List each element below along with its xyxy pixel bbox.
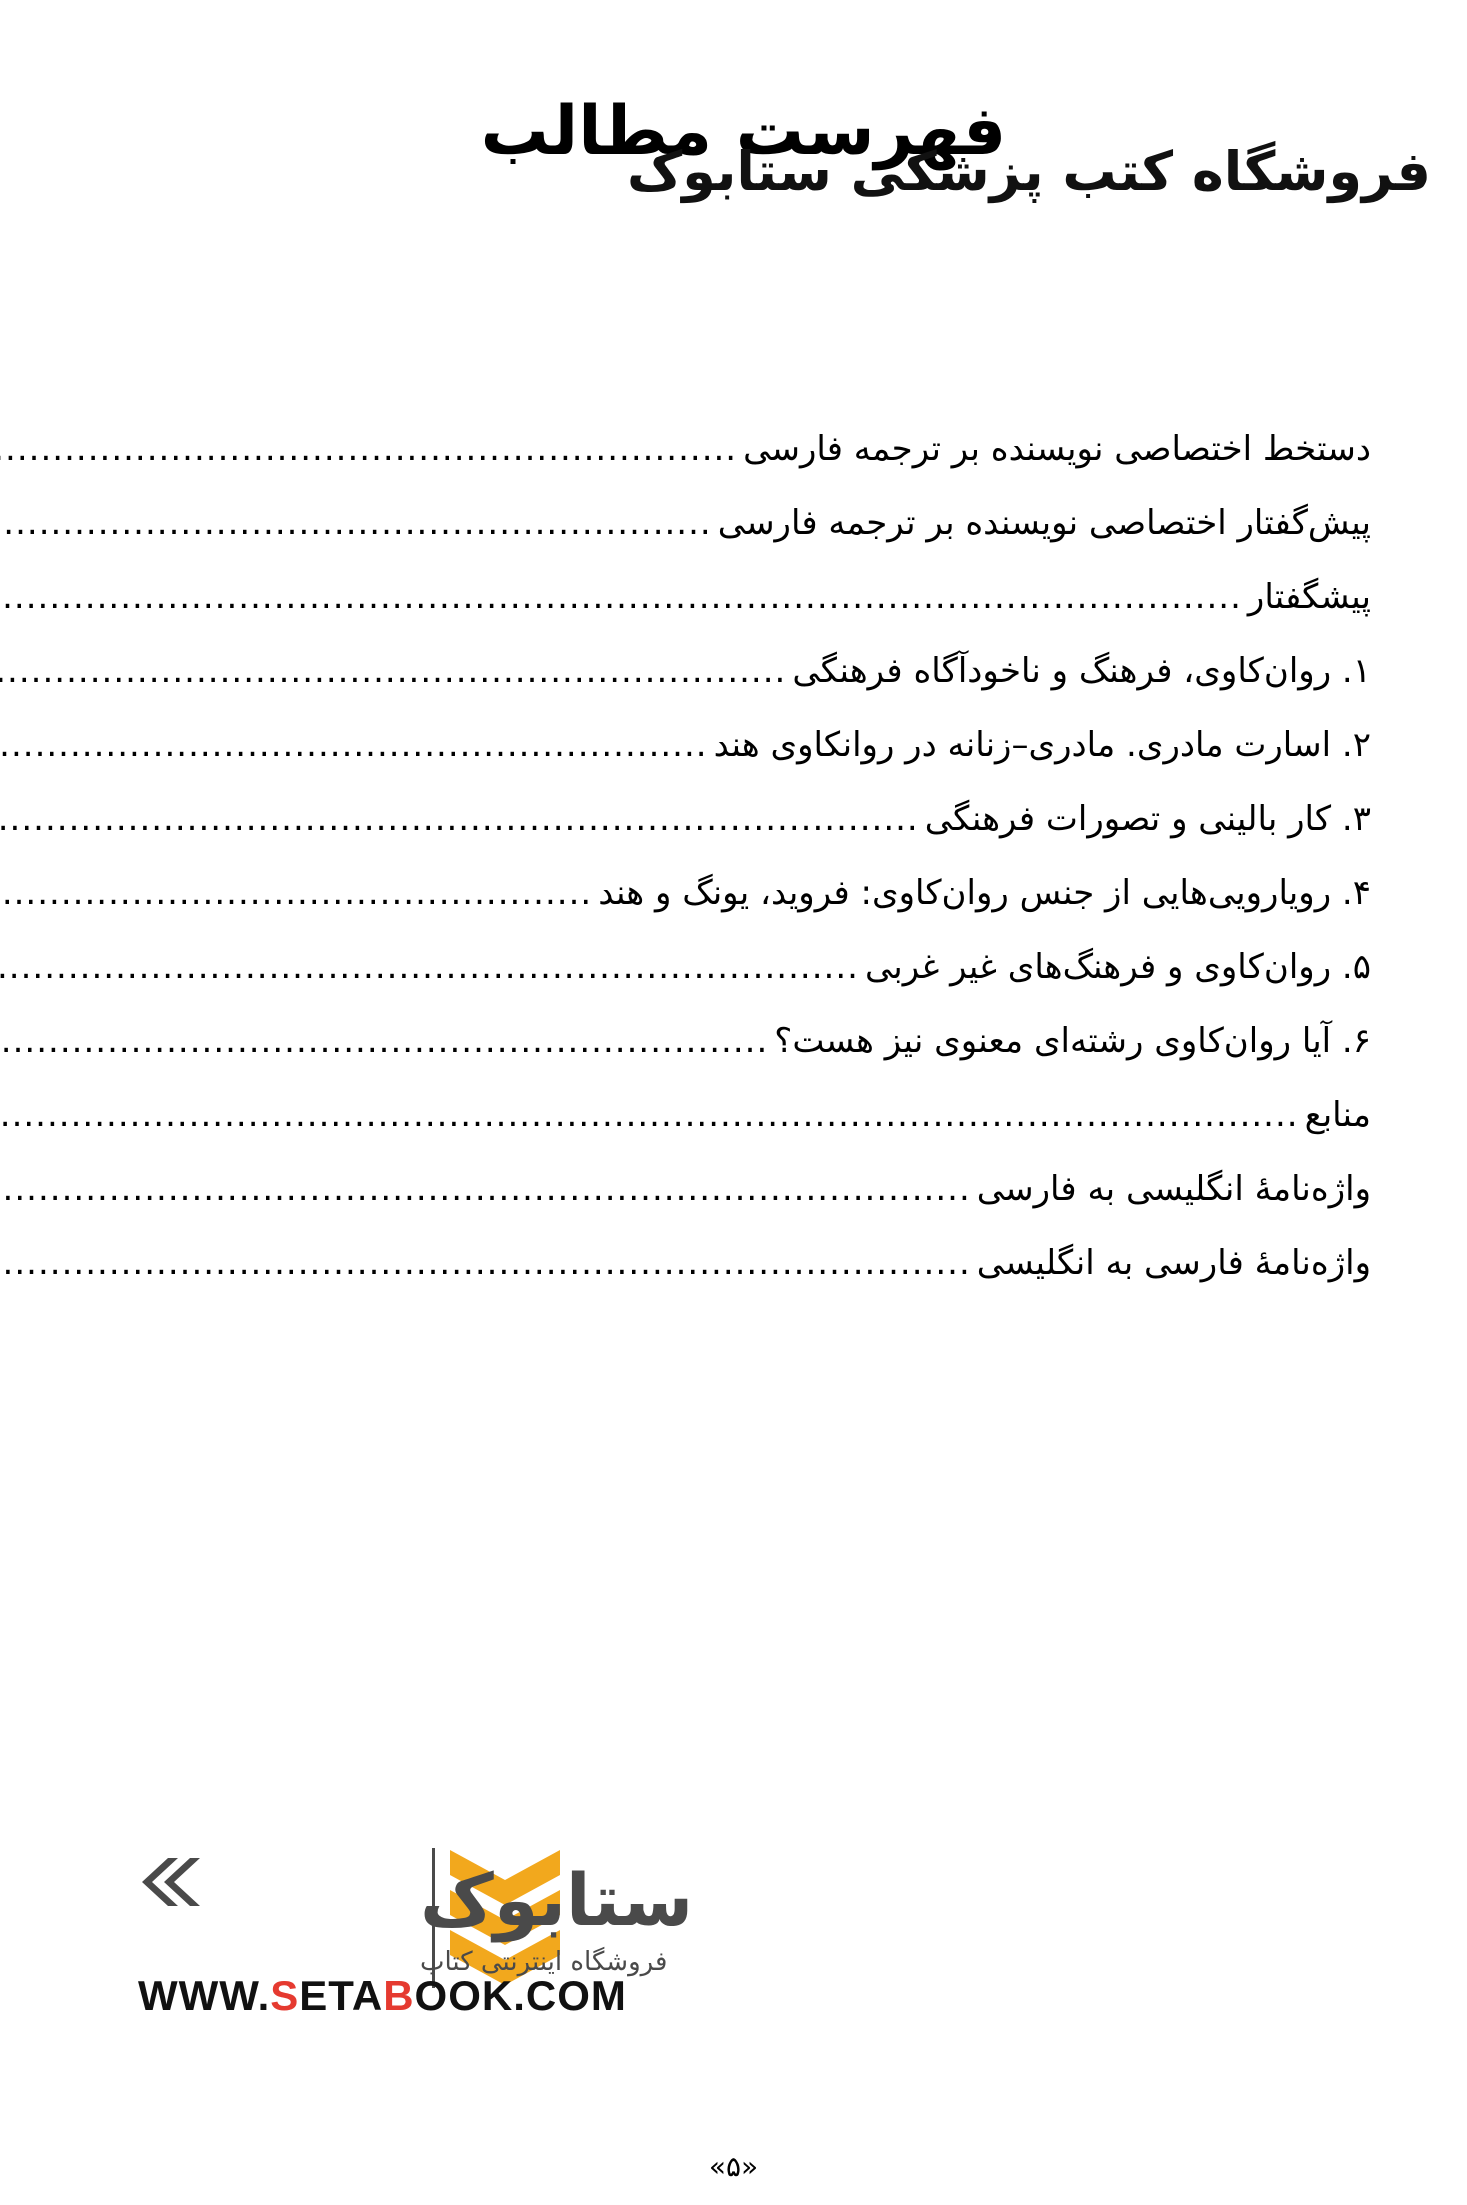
toc-entry[interactable] <box>66 930 1371 1004</box>
page-number: «۵» <box>708 2150 759 2183</box>
toc-entry-title: واژه‌نامۀ انگلیسی به فارسی <box>976 1169 1371 1209</box>
toc-entry[interactable] <box>66 1152 1371 1226</box>
toc-leader-dots <box>0 708 708 782</box>
toc-leader-dots <box>0 782 919 856</box>
toc-entry-title: پیش‌گفتار اختصاصی نویسنده بر ترجمه فارسی <box>717 503 1371 543</box>
toc-entry[interactable] <box>66 782 1371 856</box>
toc-leader-dots <box>0 1004 768 1078</box>
page-title: فهرست مطالب <box>480 92 1007 171</box>
toc-entry-title: ۳. کار بالینی و تصورات فرهنگی <box>924 799 1371 839</box>
toc-leader-dots <box>0 856 592 930</box>
toc-entry[interactable] <box>66 560 1371 634</box>
toc-entry[interactable] <box>66 634 1371 708</box>
toc-leader-dots <box>0 486 712 560</box>
toc-entry-title: ۲. اسارت مادری. مادری–زنانه در روانکاوی هند <box>713 725 1371 765</box>
toc-entry[interactable] <box>66 486 1371 560</box>
toc-entry[interactable] <box>66 1078 1371 1152</box>
brand-name: ستابوک <box>420 1858 694 1942</box>
toc-entry-title: ۴. رویارویی‌هایی از جنس روان‌کاوی: فروید، یونگ و هند <box>598 873 1371 913</box>
logo-tagline: فروشگاه اینترنتی کتاب <box>420 1947 668 1977</box>
toc-entry-title: واژه‌نامۀ فارسی به انگلیسی <box>976 1243 1371 1283</box>
toc-entry-title: ۱. روان‌کاوی، فرهنگ و ناخودآگاه فرهنگی <box>792 651 1371 691</box>
toc-leader-dots <box>0 1226 971 1300</box>
toc-leader-dots <box>0 412 737 486</box>
toc-leader-dots <box>0 1078 1299 1152</box>
table-of-contents <box>66 412 1371 1300</box>
toc-leader-dots <box>0 930 859 1004</box>
toc-entry[interactable] <box>66 1004 1371 1078</box>
toc-entry[interactable] <box>66 1226 1371 1300</box>
toc-entry[interactable] <box>66 856 1371 930</box>
toc-entry-title: دستخط اختصاصی نویسنده بر ترجمه فارسی <box>743 429 1371 469</box>
toc-leader-dots <box>0 1152 971 1226</box>
toc-entry-title: پیشگفتار <box>1247 577 1371 617</box>
toc-entry-title: منابع <box>1304 1095 1371 1135</box>
toc-leader-dots <box>0 560 1242 634</box>
toc-leader-dots <box>0 634 786 708</box>
toc-entry[interactable] <box>66 708 1371 782</box>
toc-entry[interactable] <box>66 412 1371 486</box>
toc-entry-title: ۵. روان‌کاوی و فرهنگ‌های غیر غربی <box>864 947 1371 987</box>
double-chevron-icon <box>142 1858 200 1906</box>
store-watermark: فروشگاه کتب پزشکی ستابوک <box>626 140 1431 203</box>
website-url: WWW.SETABOOK.COM <box>138 1972 627 2019</box>
toc-entry-title: ۶. آیا روان‌کاوی رشته‌ای معنوی نیز هست؟ <box>774 1021 1371 1061</box>
